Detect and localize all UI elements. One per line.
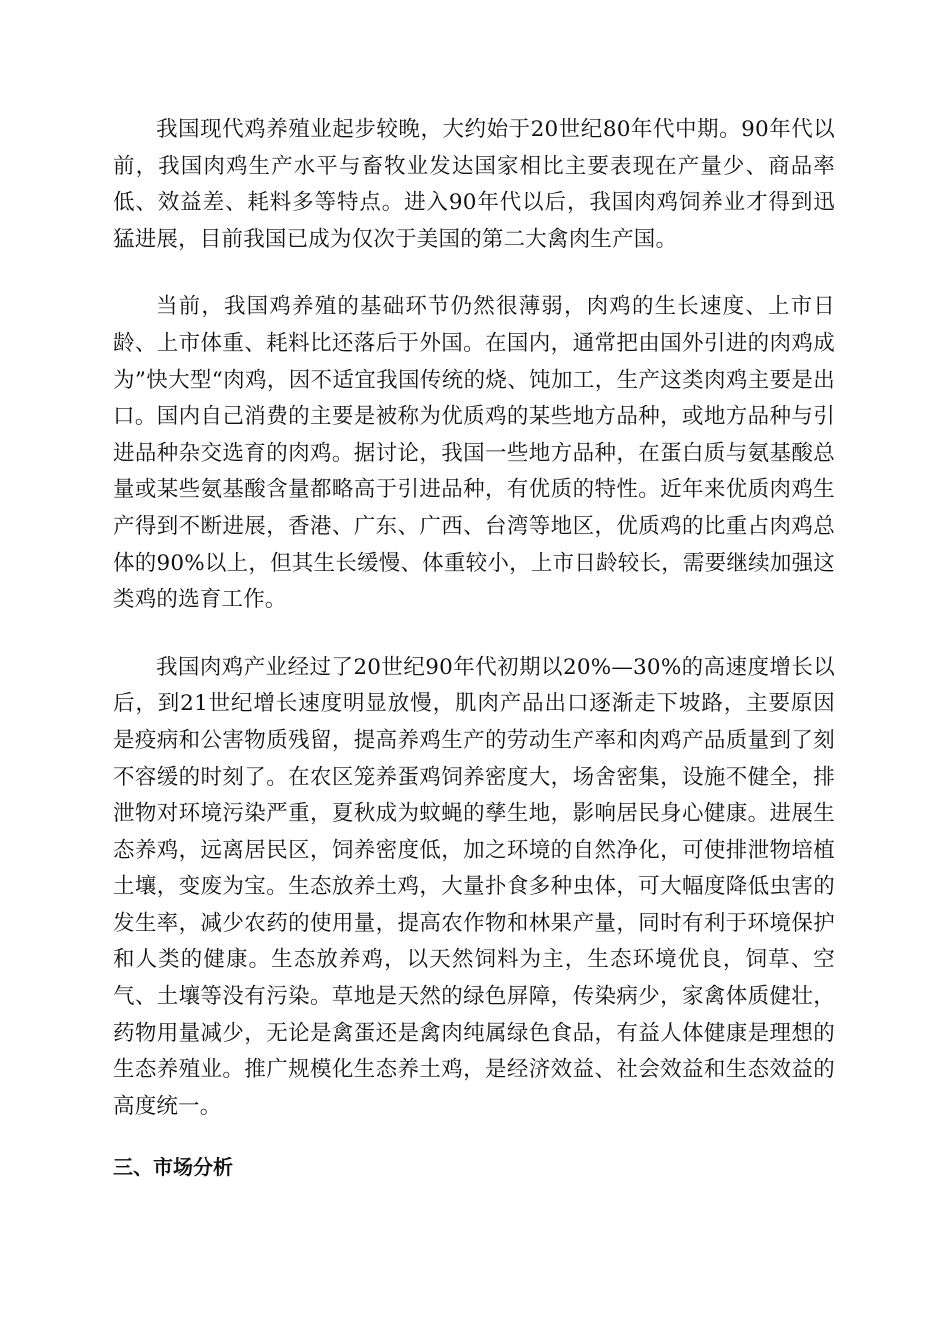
paragraph-eco-farming: 我国肉鸡产业经过了20世纪90年代初期以20%—30%的高速度增长以后，到21世纪增长速度明显放慢，肌肉产品出口逐渐走下坡路，主要原因是疫病和公害物质残留，提高养鸡生产的劳动生产率和肉鸡产品质量到了刻不容缓的时刻了。在农区笼养蛋鸡饲养密度大，场舍密集，设施不健全，排泄物对环境污染严重，夏秋成为蚊蝇的孳生地，影响居民身心健康。进展生态养鸡，远离居民区，饲养密度低，加之环境的自然净化，可使排泄物培植土壤，变废为宝。生态放养土鸡，大量扑食多种虫体，可大幅度降低虫害的发生率，减少农药的使用量，提高农作物和林果产量，同时有利于环境保护和人类的健康。生态放养鸡，以天然饲料为主，生态环境优良，饲草、空气、土壤等没有污染。草地是天然的绿色屏障，传染病少，家禽体质健壮，药物用量减少，无论是禽蛋还是禽肉纯属绿色食品，有益人体健康是理想的生态养殖业。推广规模化生态养土鸡，是经济效益、社会效益和生态效益的高度统一。 <box>113 654 835 1119</box>
paragraph-history: 我国现代鸡养殖业起步较晚，大约始于20世纪80年代中期。90年代以前，我国肉鸡生产水平与畜牧业发达国家相比主要表现在产量少、商品率低、效益差、耗料多等特点。进入90年代以后，我国肉鸡饲养业才得到迅猛进展，目前我国已成为仅次于美国的第二大禽肉生产国。 <box>113 117 835 252</box>
document-body <box>113 112 835 1125</box>
section-heading-market-analysis: 三、市场分析 <box>113 1155 233 1179</box>
paragraph-current-status: 当前，我国鸡养殖的基础环节仍然很薄弱，肉鸡的生长速度、上市日龄、上市体重、耗料比还落后于外国。在国内，通常把由国外引进的肉鸡成为”快大型“肉鸡，因不适宜我国传统的烧、饨加工，生产这类肉鸡主要是出口。国内自己消费的主要是被称为优质鸡的某些地方品种，或地方品种与引进品种杂交选育的肉鸡。据讨论，我国一些地方品种，在蛋白质与氨基酸总量或某些氨基酸含量都略高于引进品种，有优质的特性。近年来优质肉鸡生产得到不断进展，香港、广东、广西、台湾等地区，优质鸡的比重占肉鸡总体的90%以上，但其生长缓慢、体重较小，上市日龄较长，需要继续加强这类鸡的选育工作。 <box>113 294 835 613</box>
